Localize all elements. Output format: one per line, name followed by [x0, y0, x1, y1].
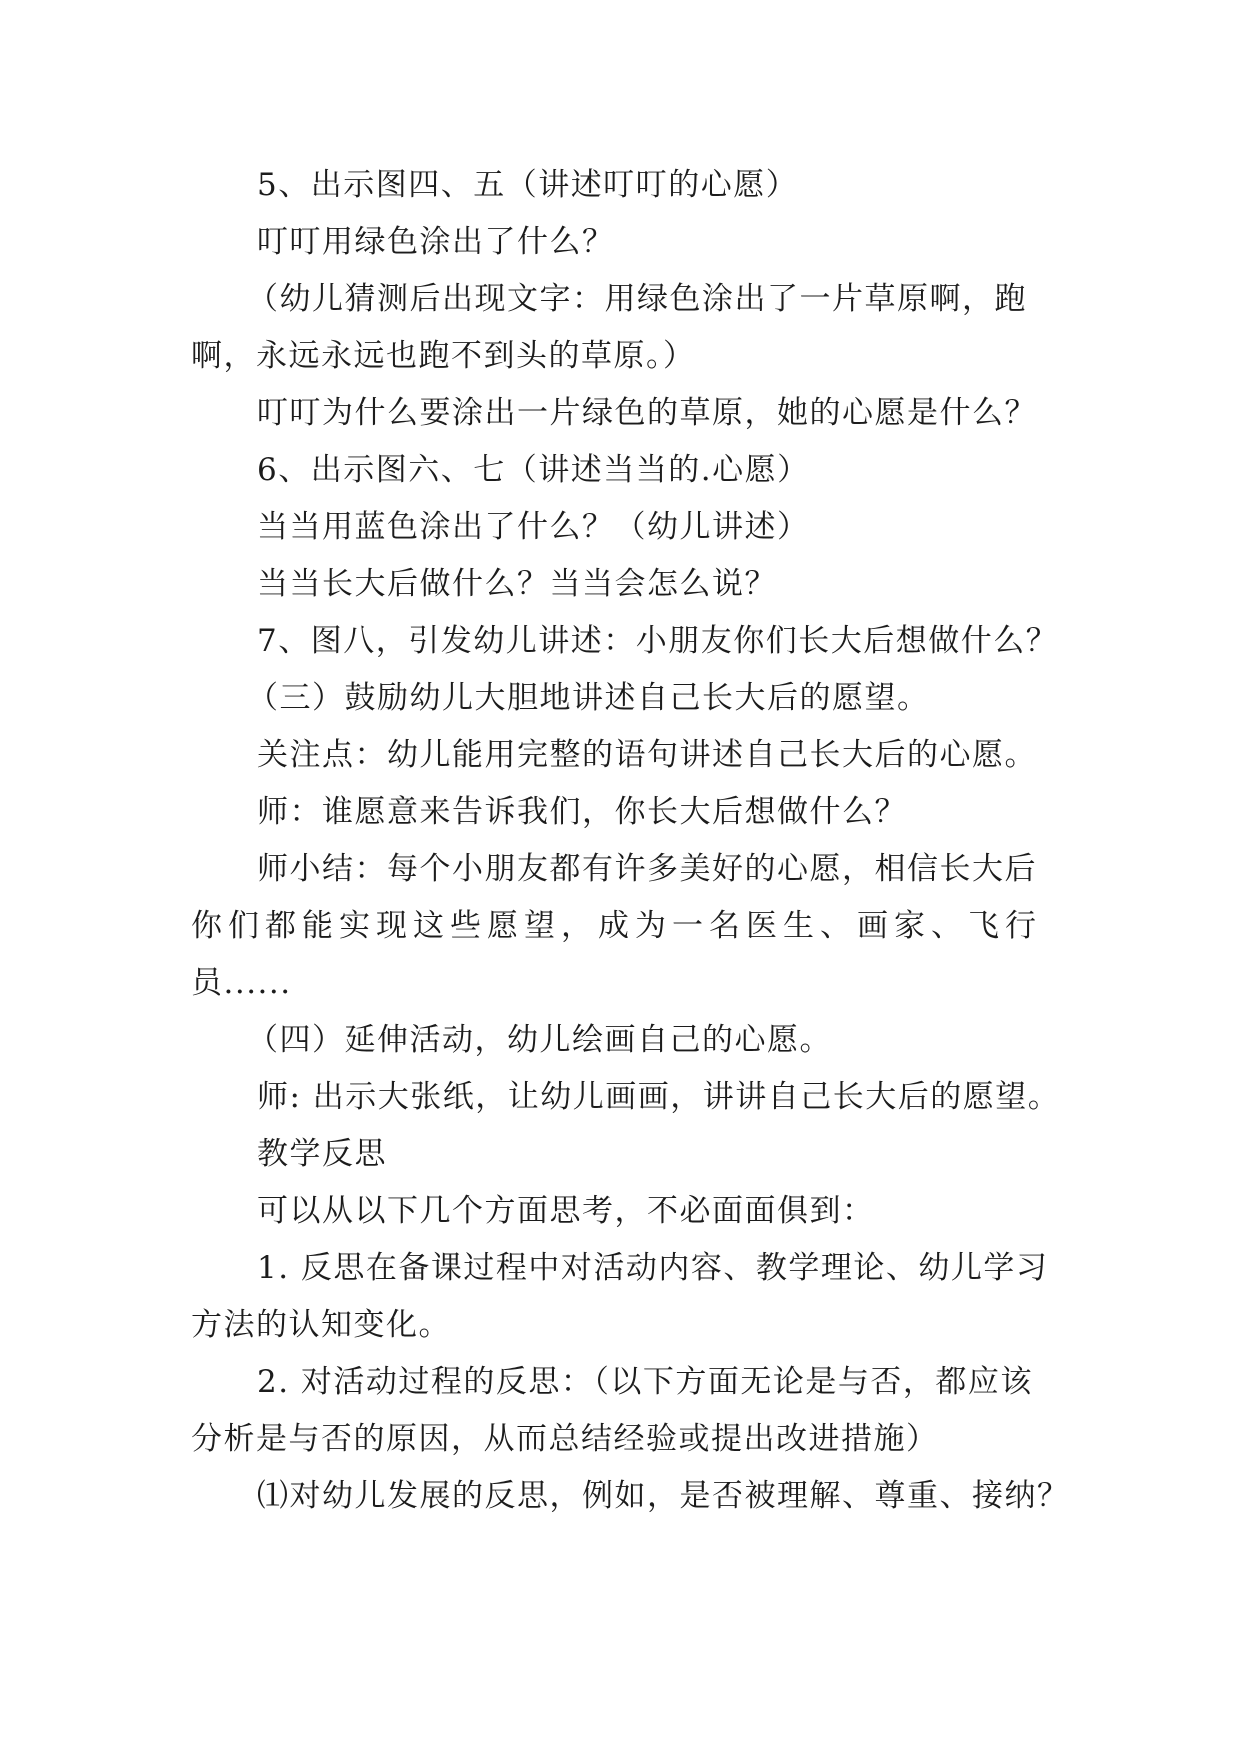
text-line: 2. 对活动过程的反思：（以下方面无论是与否，都应该: [257, 1364, 1033, 1400]
text-line: 啊，永远永远也跑不到头的草原。）: [191, 338, 696, 374]
section-heading: （四）延伸活动，幼儿绘画自己的心愿。: [247, 1022, 832, 1058]
text-line: ⑴对幼儿发展的反思，例如，是否被理解、尊重、接纳？: [257, 1478, 1070, 1514]
text-line: 1. 反思在备课过程中对活动内容、教学理论、幼儿学习: [257, 1250, 1049, 1286]
text-line: 分析是与否的原因，从而总结经验或提出改进措施）: [191, 1421, 939, 1457]
text-line: 员......: [191, 965, 292, 1001]
section-heading: （三）鼓励幼儿大胆地讲述自己长大后的愿望。: [247, 680, 930, 716]
text-line: 师小结：每个小朋友都有许多美好的心愿，相信长大后: [257, 851, 1037, 887]
text-line: 当当长大后做什么？当当会怎么说？: [257, 566, 777, 602]
text-line: 当当用蓝色涂出了什么？（幼儿讲述）: [257, 509, 810, 545]
text-line: 师: 出示大张纸，让幼儿画画，讲讲自己长大后的愿望。: [257, 1079, 1061, 1115]
text-line: 叮叮为什么要涂出一片绿色的草原，她的心愿是什么？: [257, 395, 1037, 431]
text-line: 6、出示图六、七（讲述当当的.心愿）: [257, 452, 810, 488]
text-line: 7、图八，引发幼儿讲述：小朋友你们长大后想做什么？: [257, 623, 1059, 659]
text-line: 你们都能实现这些愿望，成为一名医生、画家、飞行: [191, 908, 1042, 944]
text-line: 关注点：幼儿能用完整的语句讲述自己长大后的心愿。: [257, 737, 1037, 773]
section-heading: 教学反思: [257, 1136, 387, 1172]
text-line: 5、出示图四、五（讲述叮叮的心愿）: [257, 167, 799, 203]
text-line: 师：谁愿意来告诉我们，你长大后想做什么？: [257, 794, 907, 830]
text-line: （幼儿猜测后出现文字：用绿色涂出了一片草原啊，跑: [247, 281, 1027, 317]
text-line: 可以从以下几个方面思考，不必面面俱到：: [257, 1193, 875, 1229]
text-line: 方法的认知变化。: [191, 1307, 451, 1343]
text-line: 叮叮用绿色涂出了什么？: [257, 224, 615, 260]
